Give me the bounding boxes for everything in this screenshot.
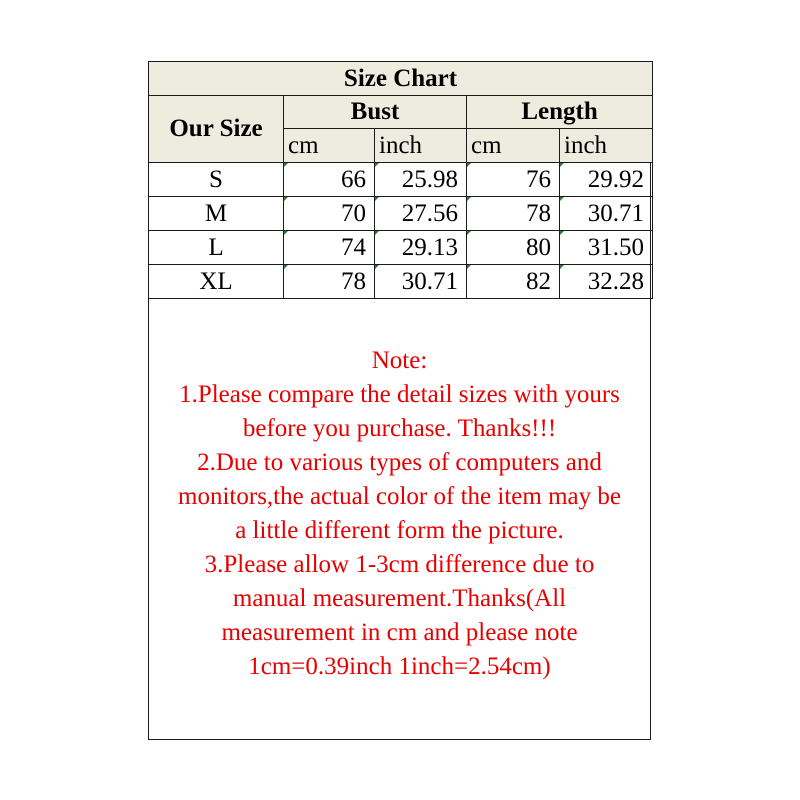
note-block: [149, 344, 650, 684]
size-chart-table: [148, 61, 653, 299]
bust-header: Bust: [284, 96, 467, 129]
length-cm-value: 82: [467, 265, 560, 299]
title-row: [149, 62, 653, 96]
note-line: manual measurement.Thanks(All: [232, 585, 567, 612]
bust-inch-header: inch: [375, 129, 467, 163]
bust-cm-value: 66: [284, 163, 375, 197]
table-row: [149, 231, 653, 265]
note-line: 1.Please compare the detail sizes with yours: [179, 381, 620, 408]
group-header-row: [149, 96, 653, 129]
size-label: XL: [149, 265, 284, 299]
length-inch-value: 30.71: [560, 197, 653, 231]
length-cm-header: cm: [467, 129, 560, 163]
length-inch-value: 29.92: [560, 163, 653, 197]
length-header: Length: [467, 96, 653, 129]
size-label: M: [149, 197, 284, 231]
bust-inch-value: 25.98: [375, 163, 467, 197]
table-row: [149, 197, 653, 231]
note-line: before you purchase. Thanks!!!: [242, 415, 557, 442]
bust-cm-header: cm: [284, 129, 375, 163]
our-size-header: Our Size: [149, 96, 284, 163]
length-cm-value: 78: [467, 197, 560, 231]
table-row: [149, 163, 653, 197]
bust-inch-value: 30.71: [375, 265, 467, 299]
length-cm-value: 80: [467, 231, 560, 265]
length-inch-value: 32.28: [560, 265, 653, 299]
length-cm-value: 76: [467, 163, 560, 197]
table-row: [149, 265, 653, 299]
note-line: monitors,the actual color of the item may be: [178, 483, 621, 510]
bust-cm-value: 70: [284, 197, 375, 231]
bust-inch-value: 27.56: [375, 197, 467, 231]
length-inch-header: inch: [560, 129, 653, 163]
bust-inch-value: 29.13: [375, 231, 467, 265]
note-heading: Note:: [371, 347, 428, 374]
size-chart-sheet: [148, 61, 651, 740]
note-line: 1cm=0.39inch 1inch=2.54cm): [248, 653, 551, 680]
bust-cm-value: 74: [284, 231, 375, 265]
bust-cm-value: 78: [284, 265, 375, 299]
note-line: measurement in cm and please note: [221, 619, 578, 646]
size-label: L: [149, 231, 284, 265]
size-label: S: [149, 163, 284, 197]
chart-title: Size Chart: [149, 62, 653, 96]
length-inch-value: 31.50: [560, 231, 653, 265]
note-line: 3.Please allow 1-3cm difference due to: [204, 551, 595, 578]
note-line: a little different form the picture.: [235, 517, 564, 544]
note-line: 2.Due to various types of computers and: [197, 449, 602, 476]
